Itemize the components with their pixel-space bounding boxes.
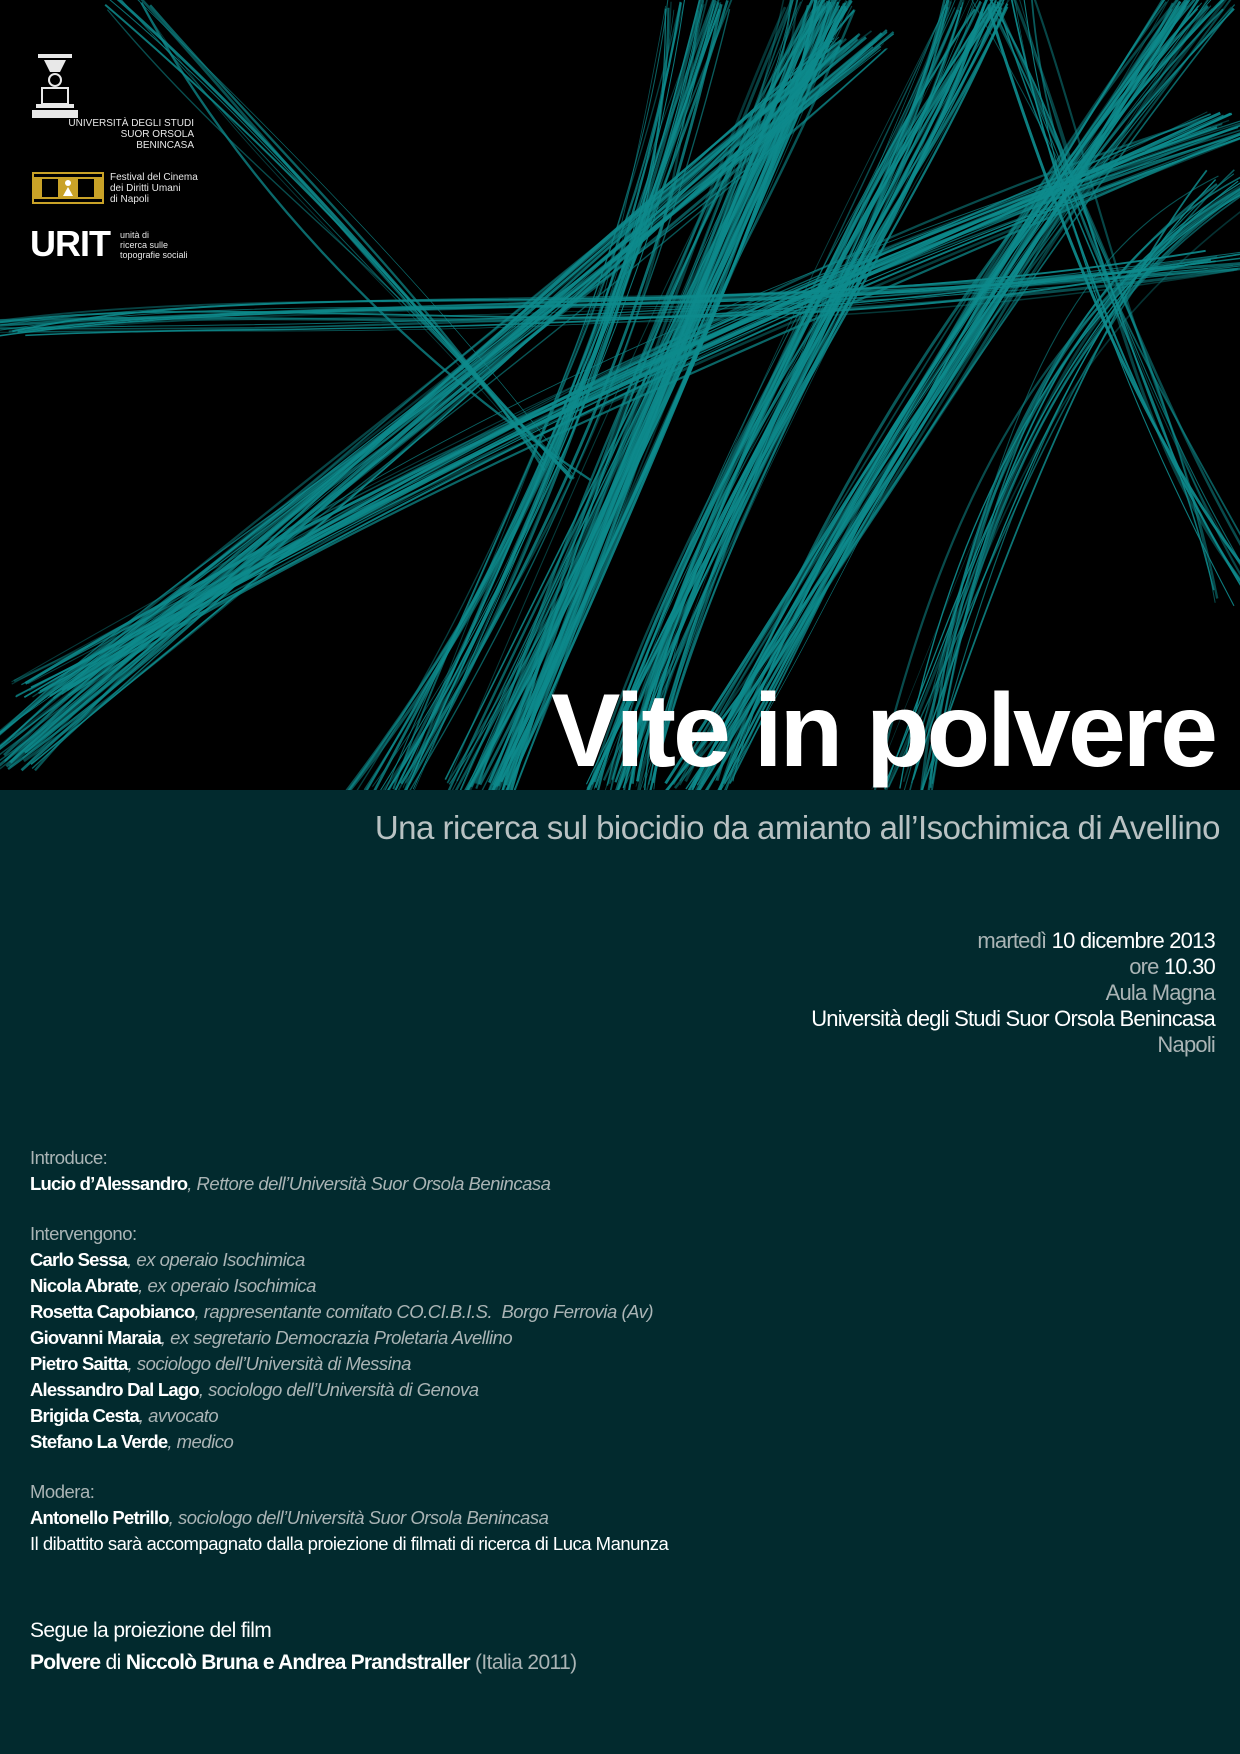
introduce-label: Introduce: [30,1147,108,1168]
university-logo [30,52,220,151]
university-logo-line: BENINCASA [136,140,194,151]
person-name: Stefano La Verde [30,1431,168,1452]
university-logo-line: UNIVERSITÀ DEGLI STUDI [68,118,194,129]
person-role: , sociologo dell’Università di Messina [127,1353,411,1374]
speaker-row [30,1403,1180,1429]
event-date: 10 dicembre 2013 [1051,928,1215,953]
person-role: , ex operaio Isochimica [127,1249,305,1270]
festival-logo-line: dei Diritti Umani [110,183,181,194]
moderator [30,1505,1180,1531]
person-role: , avvocato [138,1405,219,1426]
urit-logo-line: unità di [120,230,150,240]
person-role: , Rettore dell’Università Suor Orsola Benincasa [187,1173,551,1194]
moderator-label: Modera: [30,1481,95,1502]
person-role: , ex segretario Democrazia Proletaria Avellino [160,1327,513,1348]
person-role: , medico [167,1431,234,1452]
urit-logo [30,224,220,264]
poster-subtitle: Una ricerca sul biocidio da amianto all’Isochimica di Avellino [374,809,1220,846]
person-name: Alessandro Dal Lago [30,1379,199,1400]
event-venue: Università degli Studi Suor Orsola Benincasa [811,1006,1215,1031]
person-name: Brigida Cesta [30,1405,139,1426]
event-city: Napoli [1157,1032,1215,1057]
speaker-row [30,1351,1180,1377]
person-name: Giovanni Maraia [30,1327,161,1348]
person-role: , ex operaio Isochimica [138,1275,316,1296]
event-time: 10.30 [1163,954,1215,979]
person-name: Nicola Abrate [30,1275,139,1296]
university-logo-line: SUOR ORSOLA [120,129,194,140]
film-by: di [100,1651,126,1674]
speaker-row [30,1273,1180,1299]
film-screening [30,1615,577,1679]
festival-logo-line: di Napoli [110,194,149,205]
program-note: Il dibattito sarà accompagnato dalla proiezione di filmati di ricerca di Luca Manunza [30,1533,669,1554]
speakers-label: Intervengono: [30,1223,137,1244]
film-intro: Segue la proiezione del film [30,1619,272,1642]
film-directors: Niccolò Bruna e Andrea Prandstraller [125,1651,470,1674]
festival-logo-line: Festival del Cinema [110,172,198,183]
speaker-row [30,1325,1180,1351]
person-role: , rappresentante comitato CO.CI.B.I.S. Borgo Ferrovia (Av) [194,1301,654,1322]
person-name: Antonello Petrillo [30,1507,169,1528]
speaker-row [30,1247,1180,1273]
person-role: , sociologo dell’Università Suor Orsola Benincasa [168,1507,549,1528]
film-title: Polvere [30,1651,101,1674]
event-date-line [811,928,1215,954]
urit-logo-line: ricerca sulle [120,240,169,250]
urit-logo-line: topografie sociali [120,250,188,260]
person-role: , sociologo dell’Università di Genova [198,1379,479,1400]
speaker-row [30,1377,1180,1403]
urit-mark: URIT [30,223,110,264]
event-details [811,928,1215,1058]
speaker-row [30,1299,1180,1325]
festival-logo [32,170,222,210]
person-name: Rosetta Capobianco [30,1301,195,1322]
introducer [30,1171,1180,1197]
poster-title: Vite in polvere [550,673,1215,789]
event-day: martedì [977,928,1047,953]
university-crest-icon [30,52,80,122]
person-name: Lucio d’Alessandro [30,1173,188,1194]
festival-film-strip-icon [32,170,104,206]
film-info: (Italia 2011) [469,1651,577,1674]
event-room: Aula Magna [1105,980,1215,1005]
person-name: Carlo Sessa [30,1249,128,1270]
event-time-label: ore [1129,954,1159,979]
program [30,1145,1180,1557]
event-time-line [811,954,1215,980]
film-credit [30,1647,577,1679]
speaker-row [30,1429,1180,1455]
person-name: Pietro Saitta [30,1353,128,1374]
